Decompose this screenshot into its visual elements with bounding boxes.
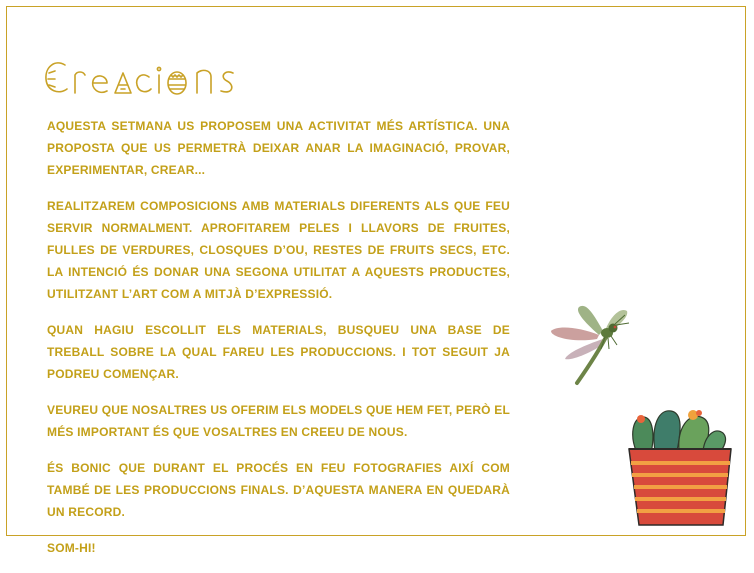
decorative-title-lettering [43, 51, 263, 101]
paragraph-photos: ÉS BONIC QUE DURANT EL PROCÉS EN FEU FOTOGRAFIES AIXÍ COM TAMBÉ DE LES PRODUCCIONS FINALS. D’AQUESTA MANERA EN QUEDARÀ UN RECORD. [47, 461, 510, 519]
paragraph-models: VEUREU QUE NOSALTRES US OFERIM ELS MODELS QUE HEM FET, PERÒ EL MÉS IMPORTANT ÉS QUE VOSALTRES EN CREEU DE NOUS. [47, 403, 510, 439]
cactus-pot-illustration [619, 405, 751, 533]
paragraph-intro: AQUESTA SETMANA US PROPOSEM UNA ACTIVITAT MÉS ARTÍSTICA. UNA PROPOSTA QUE US PERMETRÀ DEIXAR ANAR LA IMAGINACIÓ, PROVAR, EXPERIMENTAR, CREAR... [47, 119, 510, 177]
page-title [43, 51, 263, 101]
dragonfly-illustration [545, 301, 645, 391]
paragraph-cheer: SOM-HI! [47, 541, 96, 555]
paragraph-materials: REALITZAREM COMPOSICIONS AMB MATERIALS DIFERENTS ALS QUE FEU SERVIR NORMALMENT. APROFITAREM PELES I LLAVORS DE FRUITES, FULLES DE VERDURES, CLOSQUES D’OU, RESTES DE FRUITS SECS, ETC. LA INTENCIÓ ÉS DONAR UNA SEGONA UTILITAT A AQUESTS PRODUCTES, UTILITZANT L’ART COM A MITJÀ D’EXPRESSIÓ. [47, 199, 510, 301]
body-text [47, 115, 510, 573]
paragraph-base: QUAN HAGIU ESCOLLIT ELS MATERIALS, BUSQUEU UNA BASE DE TREBALL SOBRE LA QUAL FAREU LES PRODUCCIONS. I TOT SEGUIT JA PODREU COMENÇAR. [47, 323, 510, 381]
document-card [6, 6, 746, 555]
